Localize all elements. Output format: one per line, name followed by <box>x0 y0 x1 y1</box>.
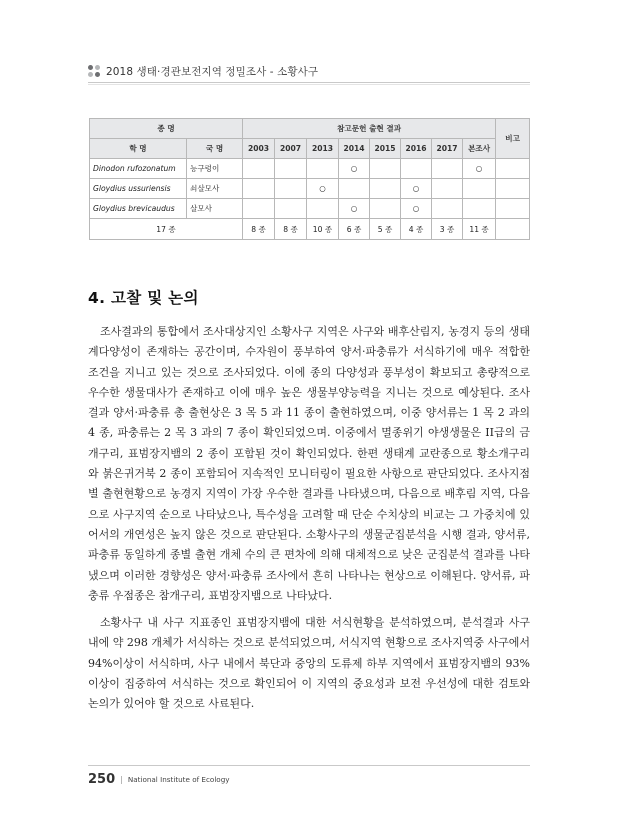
occurrence-cell <box>370 199 401 219</box>
occurrence-cell <box>275 159 307 179</box>
year-header: 2003 <box>243 139 275 159</box>
occurrence-cell <box>432 159 463 179</box>
note-cell <box>496 219 530 240</box>
header-dots-icon <box>88 65 100 77</box>
occurrence-cell <box>275 179 307 199</box>
total-count: 10 종 <box>307 219 339 240</box>
occurrence-cell <box>432 199 463 219</box>
occurrence-cell <box>243 159 275 179</box>
year-header: 2007 <box>275 139 307 159</box>
occurrence-cell <box>370 179 401 199</box>
year-header: 2015 <box>370 139 401 159</box>
current-survey-header: 본조사 <box>463 139 496 159</box>
year-header: 2014 <box>339 139 370 159</box>
table-total-row <box>90 219 530 240</box>
species-header: 종 명 <box>90 119 243 139</box>
occurrence-cell <box>243 199 275 219</box>
table-header-row-2 <box>90 139 530 159</box>
korean-name-header: 국 명 <box>187 139 243 159</box>
occurrence-cell <box>307 159 339 179</box>
note-cell <box>496 199 530 219</box>
body-text <box>88 322 530 722</box>
scientific-name: Gloydius ussuriensis <box>90 179 187 199</box>
reference-results-header: 참고문헌 출현 결과 <box>243 119 496 139</box>
occurrence-cell: ○ <box>401 199 432 219</box>
occurrence-cell: ○ <box>463 159 496 179</box>
note-cell <box>496 159 530 179</box>
note-header: 비고 <box>496 119 530 159</box>
header-title: 2018 생태·경관보전지역 정밀조사 - 소황사구 <box>106 65 319 78</box>
page-footer <box>88 772 230 787</box>
scientific-name: Dinodon rufozonatum <box>90 159 187 179</box>
occurrence-cell <box>307 199 339 219</box>
occurrence-cell: ○ <box>307 179 339 199</box>
table-row <box>90 159 530 179</box>
total-count: 5 종 <box>370 219 401 240</box>
header-divider <box>88 82 530 83</box>
footer-separator: | <box>120 775 123 784</box>
korean-name: 살모사 <box>187 199 243 219</box>
running-header <box>88 63 528 79</box>
note-cell <box>496 179 530 199</box>
header-divider-secondary <box>88 84 530 85</box>
total-species-label: 17 종 <box>90 219 243 240</box>
total-count: 8 종 <box>243 219 275 240</box>
year-header: 2017 <box>432 139 463 159</box>
occurrence-cell: ○ <box>401 179 432 199</box>
occurrence-cell <box>370 159 401 179</box>
scientific-name-header: 학 명 <box>90 139 187 159</box>
occurrence-cell <box>339 179 370 199</box>
occurrence-cell <box>463 199 496 219</box>
total-count: 6 종 <box>339 219 370 240</box>
scientific-name: Gloydius brevicaudus <box>90 199 187 219</box>
korean-name: 쇠살모사 <box>187 179 243 199</box>
korean-name: 능구렁이 <box>187 159 243 179</box>
occurrence-cell <box>243 179 275 199</box>
year-header: 2013 <box>307 139 339 159</box>
total-count: 11 종 <box>463 219 496 240</box>
occurrence-cell <box>432 179 463 199</box>
occurrence-cell <box>275 199 307 219</box>
page-number: 250 <box>88 772 116 787</box>
table-header-row-1 <box>90 119 530 139</box>
table-row <box>90 199 530 219</box>
occurrence-cell <box>401 159 432 179</box>
total-count: 8 종 <box>275 219 307 240</box>
footer-divider <box>88 765 530 766</box>
institute-name: National Institute of Ecology <box>127 775 230 784</box>
occurrence-cell <box>463 179 496 199</box>
section-title: 4. 고찰 및 논의 <box>88 289 199 307</box>
paragraph: 소황사구 내 사구 지표종인 표범장지뱀에 대한 서식현황을 분석하였으며, 분석결과 사구 내에 약 298 개체가 서식하는 것으로 분석되었으며, 서식지역 현황으로 조사지역중 사구에서 94%이상이 서식하며, 사구 내에서 북단과 중앙의 도류제 하부 지역에서 표범장지뱀의 93% 이상이 집중하여 서식하는 것으로 확인되어 이 지역의 중요성과 보전 우선성에 대한 검토와 논의가 있어야 할 것으로 사료된다. <box>88 616 530 711</box>
total-count: 3 종 <box>432 219 463 240</box>
reference-occurrence-table <box>89 118 530 240</box>
occurrence-cell: ○ <box>339 159 370 179</box>
table-row <box>90 179 530 199</box>
paragraph: 조사결과의 통합에서 조사대상지인 소황사구 지역은 사구와 배후산림지, 농경지 등의 생태계다양성이 존재하는 공간이며, 수자원이 풍부하여 양서·파충류가 서식하기에 매우 적합한 조건을 지니고 있는 것으로 조사되었다. 이에 종의 다양성과 풍부성이 확보되고 총량적으로 우수한 생물대사가 존재하고 이에 매우 높은 생물부양능력을 지니는 것으로 예상된다. 조사결과 양서·파충류 총 출현상은 3 목 5 과 11 종이 출현하였으며, 이중 양서류는 1 목 2 과의 4 종, 파충류는 2 목 3 과의 7 종이 확인되었으며. 이중에서 멸종위기 야생생물은 II급의 금개구리, 표범장지뱀의 2 종이 포함된 것이 확인되었다. 한편 생태계 교란종으로 황소개구리와 붉은귀거북 2 종이 포함되어 지속적인 모니터링이 필요한 사항으로 판단되었다. 조사지점별 출현현황으로 농경지 지역이 가장 우수한 결과를 나타냈으며, 다음으로 배후림 지역, 다음으로 사구지역 순으로 나타났으나, 특수성을 고려할 때 단순 수치상의 비교는 그 가중치에 있어서의 개연성은 높지 않은 것으로 판단된다. 소황사구의 생물군집분석을 시행 결과, 양서류, 파충류 동일하게 종별 출현 개체 수의 큰 편차에 의해 대체적으로 낮은 군집분석 결과를 나타냈으며 이러한 경향성은 양서·파충류 조사에서 흔히 나타나는 현상으로 이해된다. 양서류, 파충류 우점종은 참개구리, 표범장지뱀으로 나타났다. <box>88 325 530 602</box>
total-count: 4 종 <box>401 219 432 240</box>
occurrence-cell: ○ <box>339 199 370 219</box>
year-header: 2016 <box>401 139 432 159</box>
